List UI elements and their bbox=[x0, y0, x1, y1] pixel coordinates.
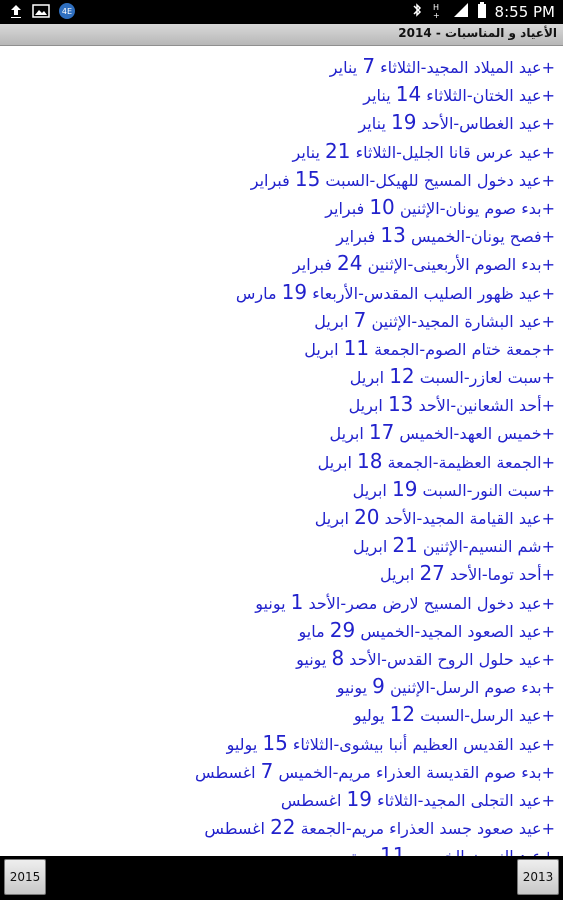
event-day: 7 bbox=[353, 307, 367, 332]
event-item[interactable] bbox=[0, 52, 555, 80]
event-day: 7 bbox=[362, 54, 376, 78]
event-item[interactable] bbox=[0, 588, 555, 616]
next-year-button[interactable]: 2013 bbox=[517, 859, 559, 895]
event-month: ابريل bbox=[317, 452, 357, 472]
event-day: 8 bbox=[331, 645, 345, 670]
events-list-container[interactable] bbox=[0, 46, 563, 856]
event-day: 22 bbox=[270, 815, 296, 840]
event-month: ابريل bbox=[329, 424, 369, 444]
event-item[interactable] bbox=[0, 278, 555, 306]
event-item[interactable] bbox=[0, 108, 555, 136]
event-name: +بدء صوم القديسة العذراء مريم-الخميس bbox=[273, 762, 555, 782]
event-name: +عيد ظهور الصليب المقدس-الأربعاء bbox=[307, 283, 555, 303]
event-month: ابريل bbox=[352, 480, 392, 500]
event-day: 19 bbox=[390, 110, 417, 135]
event-name: +عيد الصعود المجيد-الخميس bbox=[355, 621, 555, 641]
svg-text:+: + bbox=[432, 10, 440, 20]
event-month: مايو bbox=[298, 621, 330, 641]
event-day: 13 bbox=[387, 392, 414, 417]
event-name: +بدء صوم الرسل-الإثنين bbox=[384, 678, 555, 698]
events-list bbox=[0, 46, 563, 869]
image-icon bbox=[32, 3, 50, 24]
event-month: اغسطس bbox=[280, 790, 347, 810]
event-name: +عيد القيامة المجيد-الأحد bbox=[379, 509, 555, 528]
event-day: 19 bbox=[346, 786, 372, 811]
event-month: ابريل bbox=[349, 368, 390, 388]
event-day: 17 bbox=[368, 420, 395, 445]
event-item[interactable] bbox=[0, 137, 555, 165]
event-item[interactable] bbox=[0, 334, 555, 362]
event-month: يوليو bbox=[353, 706, 390, 726]
event-name: +عيد الختان-الثلاثاء bbox=[421, 86, 555, 106]
event-name: +بدء صوم يونان-الإثنين bbox=[394, 198, 555, 218]
bluetooth-icon bbox=[411, 2, 423, 23]
event-name: +عيد دخول المسيح للهيكل-السبت bbox=[320, 170, 555, 190]
event-item[interactable] bbox=[0, 306, 555, 334]
event-name: +شم النسيم-الإثنين bbox=[417, 537, 555, 557]
upload-icon bbox=[8, 3, 24, 24]
event-item[interactable] bbox=[0, 165, 555, 193]
event-day: 15 bbox=[294, 166, 321, 191]
event-name: +سبت لعازر-السبت bbox=[414, 368, 555, 388]
event-item[interactable] bbox=[0, 193, 555, 221]
event-month: يونيو bbox=[255, 593, 291, 613]
event-day: 15 bbox=[262, 730, 288, 755]
prev-year-button[interactable]: 2015 bbox=[4, 859, 46, 895]
hplus-icon bbox=[431, 1, 445, 24]
event-day: 12 bbox=[389, 702, 416, 727]
event-month: فبراير bbox=[292, 255, 338, 275]
signal-icon bbox=[453, 2, 469, 23]
event-day: 20 bbox=[354, 505, 380, 529]
event-item[interactable] bbox=[0, 644, 555, 672]
event-month: ابريل bbox=[314, 509, 355, 528]
event-month: يناير bbox=[329, 58, 363, 77]
event-item[interactable] bbox=[0, 80, 555, 108]
event-name: +عيد الميلاد المجيد-الثلاثاء bbox=[375, 58, 555, 77]
event-month: ابريل bbox=[304, 339, 344, 359]
event-day: 14 bbox=[395, 82, 422, 107]
event-name: +عيد عرس قانا الجليل-الثلاثاء bbox=[350, 142, 555, 162]
event-name: +بدء الصوم الأربعينى-الإثنين bbox=[362, 255, 555, 275]
event-month: ابريل bbox=[348, 396, 388, 416]
event-month: يناير bbox=[358, 114, 391, 134]
event-month: يونيو bbox=[336, 678, 373, 698]
event-name: +عيد حلول الروح القدس-الأحد bbox=[344, 649, 555, 669]
event-name: +خميس العهد-الخميس bbox=[394, 424, 555, 444]
status-bar bbox=[0, 0, 563, 24]
event-month: ابريل bbox=[380, 565, 420, 585]
event-day: 7 bbox=[260, 758, 274, 783]
event-item[interactable] bbox=[0, 813, 555, 841]
battery-icon bbox=[477, 1, 487, 24]
event-month: يوليو bbox=[226, 734, 263, 754]
event-item[interactable] bbox=[0, 531, 555, 559]
event-item[interactable] bbox=[0, 785, 555, 813]
event-month: اغسطس bbox=[204, 819, 271, 839]
event-name: +عيد البشارة المجيد-الإثنين bbox=[366, 311, 555, 331]
event-day: 24 bbox=[337, 251, 363, 276]
event-item[interactable] bbox=[0, 221, 555, 249]
event-day: 12 bbox=[389, 364, 415, 389]
event-day: 11 bbox=[343, 335, 370, 360]
event-name: +الجمعة العظيمة-الجمعة bbox=[382, 452, 555, 472]
event-day: 21 bbox=[325, 138, 351, 163]
event-month: يناير bbox=[363, 86, 396, 106]
event-item[interactable] bbox=[0, 447, 555, 475]
event-day: 21 bbox=[392, 533, 418, 558]
event-month: ابريل bbox=[314, 311, 354, 331]
event-month: فبراير bbox=[325, 198, 370, 218]
bottom-bar bbox=[0, 856, 563, 900]
title-bar bbox=[0, 24, 563, 46]
event-item[interactable] bbox=[0, 249, 555, 277]
event-day: 27 bbox=[419, 561, 445, 586]
event-item[interactable] bbox=[0, 616, 555, 644]
event-name: +جمعة ختام الصوم-الجمعة bbox=[369, 339, 555, 359]
status-time: 8:55 PM bbox=[494, 3, 555, 21]
event-name: +عيد دخول المسيح لارض مصر-الأحد bbox=[303, 593, 555, 613]
event-day: 19 bbox=[281, 279, 308, 304]
event-day: 10 bbox=[369, 194, 395, 219]
event-month: ابريل bbox=[352, 537, 393, 557]
event-day: 13 bbox=[380, 223, 406, 248]
event-item[interactable] bbox=[0, 475, 555, 503]
status-right bbox=[411, 0, 555, 24]
event-item[interactable] bbox=[0, 418, 555, 446]
svg-text:4E: 4E bbox=[61, 7, 73, 16]
event-item[interactable] bbox=[0, 700, 555, 728]
event-month: يونيو bbox=[296, 649, 332, 669]
event-name: +عيد القديس العظيم أنبا بيشوى-الثلاثاء bbox=[287, 734, 555, 754]
event-name: +سبت النور-السبت bbox=[417, 480, 555, 500]
event-day: 18 bbox=[356, 448, 383, 473]
event-item[interactable] bbox=[0, 559, 555, 587]
svg-text:H: H bbox=[432, 2, 439, 12]
event-day: 1 bbox=[290, 589, 304, 614]
app-icon bbox=[58, 2, 76, 25]
event-name: +أحد توما-الأحد bbox=[444, 565, 555, 585]
event-name: +عيد الرسل-السبت bbox=[415, 706, 555, 726]
event-month: مارس bbox=[235, 283, 282, 303]
event-month: فبراير bbox=[336, 227, 381, 247]
event-month: فبراير bbox=[250, 170, 295, 190]
event-day: 29 bbox=[329, 617, 356, 642]
event-name: +عيد التجلى المجيد-الثلاثاء bbox=[372, 790, 555, 810]
event-name: +فصح يونان-الخميس bbox=[405, 227, 555, 247]
event-item[interactable] bbox=[0, 362, 555, 390]
event-name: +أحد الشعانين-الأحد bbox=[413, 396, 555, 416]
event-name: +عيد صعود جسد العذراء مريم-الجمعة bbox=[295, 819, 555, 839]
event-day: 9 bbox=[372, 674, 385, 699]
page-title: الأعياد و المناسبات - 2014 bbox=[398, 26, 557, 40]
event-item[interactable] bbox=[0, 729, 555, 757]
event-month: يناير bbox=[292, 142, 326, 162]
event-day: 19 bbox=[391, 476, 418, 501]
event-item[interactable] bbox=[0, 390, 555, 418]
event-item[interactable] bbox=[0, 503, 555, 531]
event-name: +عيد الغطاس-الأحد bbox=[416, 114, 555, 134]
status-left-icons bbox=[8, 2, 76, 25]
event-month: اغسطس bbox=[194, 762, 261, 782]
event-item[interactable] bbox=[0, 672, 555, 700]
event-item[interactable] bbox=[0, 757, 555, 785]
